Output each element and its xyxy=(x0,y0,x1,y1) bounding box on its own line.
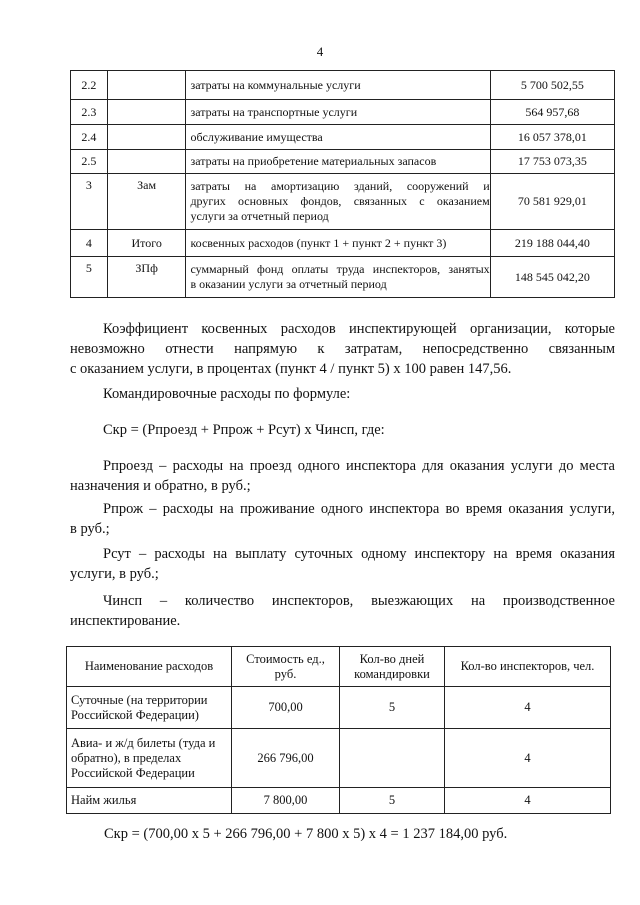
header-inspectors-count: Кол-во инспекторов, чел. xyxy=(445,647,611,687)
trip-days: 5 xyxy=(340,788,445,814)
row-code xyxy=(107,125,186,150)
row-description xyxy=(186,174,490,230)
paragraph-line: Чинсп – количество инспекторов, выезжающих на производственное xyxy=(103,593,615,609)
expense-name-line: Суточные (на территории xyxy=(71,692,208,707)
expense-name-line: обратно), в пределах xyxy=(71,750,182,765)
row-code: Итого xyxy=(107,230,186,257)
row-description xyxy=(186,257,490,298)
paragraph-line: услуги, в руб.; xyxy=(70,566,159,582)
table-row xyxy=(71,257,615,298)
paragraph-line: невозможно отнести напрямую к затратам, непосредственно связанным xyxy=(70,341,615,357)
row-description: косвенных расходов (пункт 1 + пункт 2 + пункт 3) xyxy=(186,230,490,257)
paragraph-line: назначения и обратно, в руб.; xyxy=(70,478,251,494)
table-row xyxy=(71,174,615,230)
paragraph-line: Рпрож – расходы на проживание одного инспектора во время оказания услуги, xyxy=(103,501,615,517)
inspectors-count: 4 xyxy=(445,788,611,814)
row-code: Зам xyxy=(107,174,186,230)
paragraph-line: Рпроезд – расходы на проезд одного инспектора для оказания услуги до места xyxy=(103,458,615,474)
expense-name-line: Авиа- и ж/д билеты (туда и xyxy=(71,735,216,750)
header-line: руб. xyxy=(274,666,297,681)
header-line: Кол-во дней xyxy=(359,651,425,666)
table-row xyxy=(71,71,615,100)
page-number: 4 xyxy=(316,44,324,59)
trip-days: 5 xyxy=(340,687,445,729)
table-header-row xyxy=(67,647,611,687)
travel-formula: Скр = (Рпроезд + Рпрож + Рсут) x Чинсп, где: xyxy=(103,422,385,438)
row-code xyxy=(107,150,186,174)
rprozh-definition xyxy=(70,499,615,539)
expense-name: Найм жилья xyxy=(67,788,232,814)
row-number: 2.5 xyxy=(71,150,108,174)
expense-name-line: Российской Федерации xyxy=(71,765,195,780)
table-row xyxy=(71,125,615,150)
table-row xyxy=(71,100,615,125)
row-number: 4 xyxy=(71,230,108,257)
description-line: в оказании услуги за отчетный период xyxy=(190,277,387,291)
header-trip-days xyxy=(340,647,445,687)
description-line: других основных фондов, связанных с оказанием xyxy=(190,194,490,208)
header-expense-name: Наименование расходов xyxy=(67,647,232,687)
expense-name-line: Российской Федерации) xyxy=(71,707,199,722)
description-line: затраты на амортизацию зданий, сооружений и xyxy=(190,179,490,193)
rsut-definition xyxy=(70,544,615,584)
inspectors-count: 4 xyxy=(445,729,611,788)
row-value: 70 581 929,01 xyxy=(490,174,614,230)
row-value: 148 545 042,20 xyxy=(490,257,614,298)
coefficient-paragraph xyxy=(70,319,615,379)
description-line: услуги за отчетный период xyxy=(190,209,329,223)
inspectors-count: 4 xyxy=(445,687,611,729)
unit-cost: 266 796,00 xyxy=(232,729,340,788)
row-value: 219 188 044,40 xyxy=(490,230,614,257)
row-description: обслуживание имущества xyxy=(186,125,490,150)
row-number: 2.4 xyxy=(71,125,108,150)
row-number: 2.3 xyxy=(71,100,108,125)
row-description: затраты на транспортные услуги xyxy=(186,100,490,125)
unit-cost: 700,00 xyxy=(232,687,340,729)
table-row xyxy=(67,788,611,814)
row-value: 16 057 378,01 xyxy=(490,125,614,150)
paragraph-line: инспектирование. xyxy=(70,613,181,629)
table-row xyxy=(67,687,611,729)
travel-expenses-table xyxy=(66,646,611,814)
expense-name xyxy=(67,687,232,729)
row-description: затраты на приобретение материальных запасов xyxy=(186,150,490,174)
travel-intro: Командировочные расходы по формуле: xyxy=(103,386,351,402)
row-value: 17 753 073,35 xyxy=(490,150,614,174)
row-code: ЗПф xyxy=(107,257,186,298)
row-code xyxy=(107,100,186,125)
paragraph-line: Рсут – расходы на выплату суточных одному инспектору на время оказания xyxy=(103,546,615,562)
header-line: командировки xyxy=(354,666,430,681)
trip-days xyxy=(340,729,445,788)
description-line: суммарный фонд оплаты труда инспекторов, занятых xyxy=(190,262,490,276)
row-code xyxy=(107,71,186,100)
row-value: 564 957,68 xyxy=(490,100,614,125)
table-row xyxy=(71,150,615,174)
table-row xyxy=(67,729,611,788)
table-row xyxy=(71,230,615,257)
row-value: 5 700 502,55 xyxy=(490,71,614,100)
header-unit-cost xyxy=(232,647,340,687)
paragraph-line: с оказанием услуги, в процентах (пункт 4 / пункт 5) x 100 равен 147,56. xyxy=(70,361,512,377)
row-number: 2.2 xyxy=(71,71,108,100)
final-formula: Скр = (700,00 x 5 + 266 796,00 + 7 800 x 5) x 4 = 1 237 184,00 руб. xyxy=(104,826,508,842)
row-number: 3 xyxy=(71,174,108,230)
chinsp-definition xyxy=(70,591,615,631)
indirect-costs-table xyxy=(70,70,615,298)
rproezd-definition xyxy=(70,456,615,496)
expense-name xyxy=(67,729,232,788)
unit-cost: 7 800,00 xyxy=(232,788,340,814)
paragraph-line: в руб.; xyxy=(70,521,110,537)
header-line: Стоимость ед., xyxy=(246,651,325,666)
row-number: 5 xyxy=(71,257,108,298)
paragraph-line: Коэффициент косвенных расходов инспектирующей организации, которые xyxy=(103,321,615,337)
row-description: затраты на коммунальные услуги xyxy=(186,71,490,100)
